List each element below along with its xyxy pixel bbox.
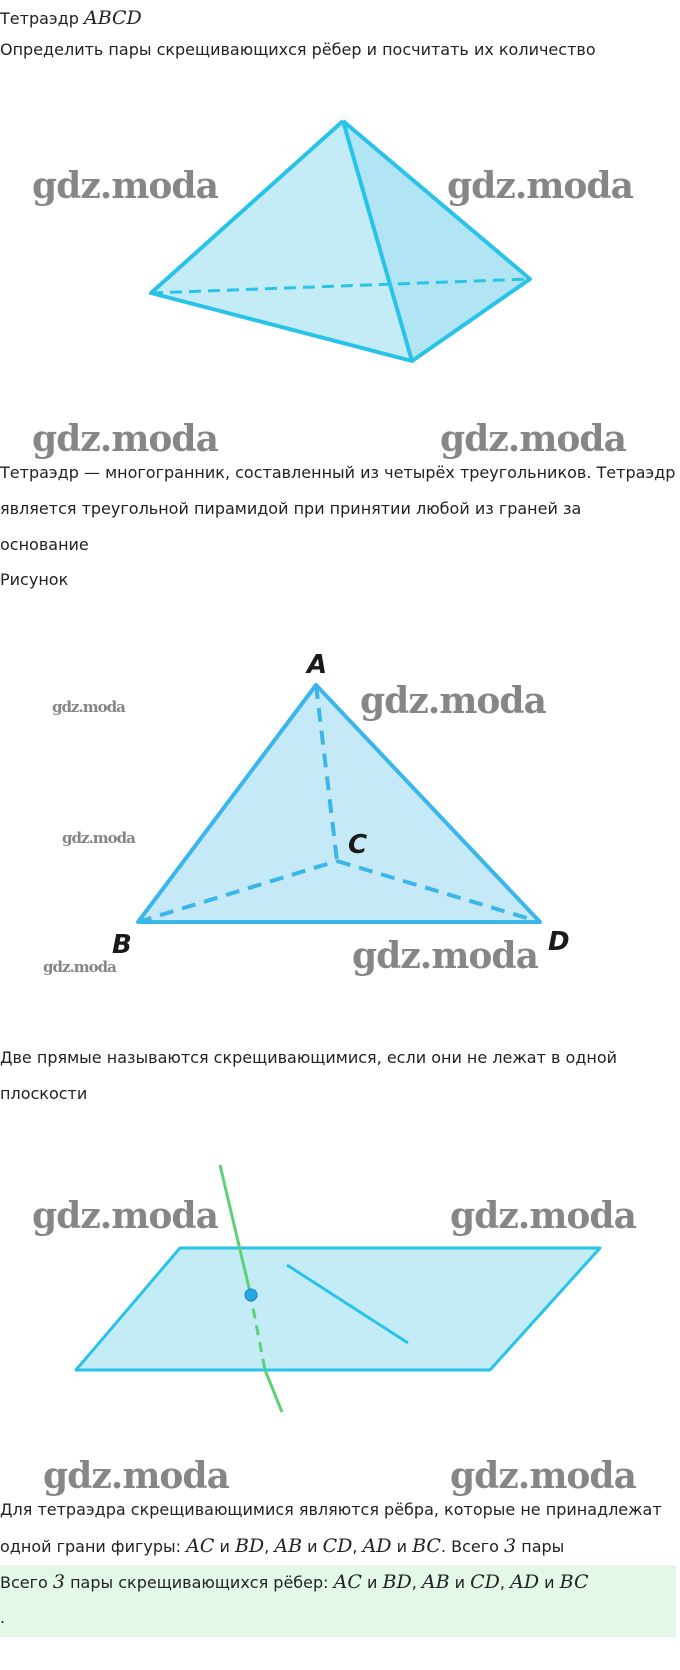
watermark: gdz.moda [52, 698, 125, 716]
vertex-label-c: C [348, 830, 368, 860]
skew-definition-line-1: Две прямые называются скрещивающимися, если они не лежат в одной [0, 1048, 618, 1067]
vertex-label-b: B [112, 930, 132, 960]
page-title: Тетраэдр ABCD [0, 7, 142, 29]
crossing-line-bottom [265, 1370, 282, 1412]
intersection-point [245, 1289, 257, 1301]
watermark: gdz.moda [447, 165, 633, 207]
definition-line-1: Тетраэдр — многогранник, составленный из четырёх треугольников. Тетраэдр [0, 463, 676, 482]
watermark: gdz.moda [32, 1195, 218, 1237]
answer-line: Всего 3 пары скрещивающихся рёбер: AC и BD, AB и CD, AD и BC [0, 1571, 589, 1593]
task-text: Определить пары скрещивающихся рёбер и посчитать их количество [0, 40, 596, 59]
watermark: gdz.moda [450, 1455, 636, 1497]
plane [76, 1248, 600, 1370]
figure-caption: Рисунок [0, 570, 69, 589]
vertex-label-d: D [548, 927, 570, 957]
conclusion-line-1: Для тетраэдра скрещивающимися являются рёбра, которые не принадлежат [0, 1500, 662, 1519]
watermark: gdz.moda [43, 958, 116, 976]
watermark: gdz.moda [32, 418, 218, 460]
answer-end: . [0, 1608, 6, 1627]
watermark: gdz.moda [440, 418, 626, 460]
math-abcd: ABCD [83, 7, 142, 29]
definition-line-2: является треугольной пирамидой при принятии любой из граней за [0, 499, 582, 518]
watermark: gdz.moda [62, 829, 135, 847]
watermark: gdz.moda [450, 1195, 636, 1237]
watermark: gdz.moda [352, 935, 538, 977]
watermark: gdz.moda [360, 680, 546, 722]
skew-definition-line-2: плоскости [0, 1084, 88, 1103]
watermark: gdz.moda [43, 1455, 229, 1497]
watermark: gdz.moda [32, 165, 218, 207]
vertex-label-a: A [307, 650, 328, 680]
conclusion-line-2: одной грани фигуры: AC и BD, AB и CD, AD и BC. Всего 3 пары [0, 1535, 565, 1557]
definition-line-3: основание [0, 535, 89, 554]
